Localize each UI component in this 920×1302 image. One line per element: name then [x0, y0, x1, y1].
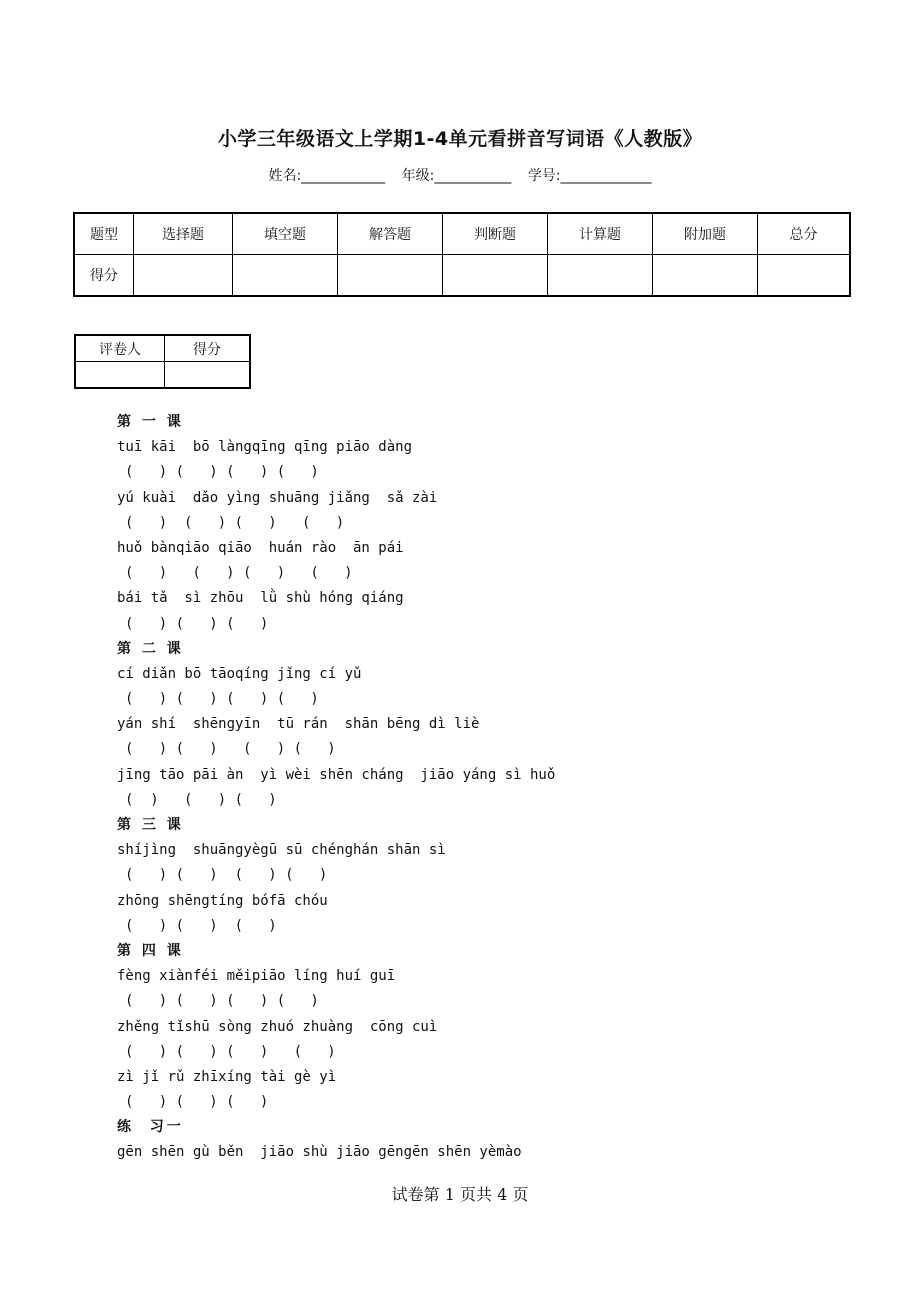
lesson-heading: 第 一 课 — [117, 414, 184, 430]
answer-blanks[interactable]: ( ) ( ) ( ) — [125, 791, 277, 808]
answer-blanks[interactable]: ( ) ( ) ( ) — [125, 917, 277, 934]
answer-blanks[interactable]: ( ) ( ) ( ) ( ) — [125, 741, 336, 758]
answer-blanks[interactable]: ( ) ( ) ( ) ( ) — [125, 514, 345, 531]
score-cell[interactable] — [338, 255, 443, 297]
score-header-cell: 选择题 — [134, 213, 233, 255]
grade-field[interactable]: 年级:___________ — [401, 168, 512, 184]
pinyin-line: zì jǐ rǔ zhīxíng tài gè yì — [117, 1068, 337, 1085]
score-cell[interactable] — [548, 255, 653, 297]
score-cell[interactable] — [758, 255, 851, 297]
student-info — [0, 165, 920, 185]
score-table — [73, 212, 851, 297]
score-header-cell: 附加题 — [653, 213, 758, 255]
score-header-cell: 总分 — [758, 213, 851, 255]
lesson-heading: 练 习一 — [117, 1119, 184, 1136]
pinyin-line: shíjìng shuāngyègū sū chénghán shān sì — [117, 842, 446, 859]
name-field[interactable]: 姓名:____________ — [268, 168, 386, 184]
grader-header-cell: 得分 — [165, 335, 251, 362]
pinyin-line: tuī kāi bō làngqīng qīng piāo dàng — [117, 439, 413, 456]
pinyin-line: zhěng tǐshū sòng zhuó zhuàng cōng cuì — [117, 1018, 438, 1035]
pinyin-line: jīng tāo pāi àn yì wèi shēn cháng jiāo yáng sì huǒ — [117, 766, 556, 783]
pinyin-line: yú kuài dǎo yìng shuāng jiǎng sǎ zài — [117, 489, 438, 506]
pinyin-line: fèng xiànféi měipiāo líng huí guī — [117, 968, 396, 985]
score-cell[interactable] — [134, 255, 233, 297]
answer-blanks[interactable]: ( ) ( ) ( ) ( ) — [125, 867, 328, 884]
answer-blanks[interactable]: ( ) ( ) ( ) ( ) — [125, 993, 319, 1010]
answer-blanks[interactable]: ( ) ( ) ( ) ( ) — [125, 1043, 336, 1060]
score-cell[interactable] — [653, 255, 758, 297]
lesson-heading: 第 四 课 — [117, 942, 184, 959]
pinyin-line: zhōng shēngtíng bófā chóu — [117, 892, 328, 909]
pinyin-line: huǒ bànqiāo qiāo huán rào ān pái — [117, 539, 404, 556]
score-row-label: 得分 — [74, 255, 134, 297]
pinyin-line: bái tǎ sì zhōu lǜ shù hóng qiáng — [117, 590, 404, 607]
pinyin-line: yán shí shēngyīn tū rán shān bēng dì liè — [117, 716, 480, 733]
score-header-cell: 题型 — [74, 213, 134, 255]
page-title: 小学三年级语文上学期1-4单元看拼音写词语《人教版》 — [217, 128, 703, 150]
score-header-cell: 判断题 — [443, 213, 548, 255]
answer-blanks[interactable]: ( ) ( ) ( ) — [125, 1094, 269, 1111]
answer-blanks[interactable]: ( ) ( ) ( ) — [125, 615, 269, 632]
grader-cell[interactable] — [75, 362, 165, 389]
score-table-row — [74, 255, 850, 297]
grader-table-header-row — [75, 335, 250, 362]
lesson-heading: 第 三 课 — [117, 817, 184, 833]
score-header-cell: 填空题 — [233, 213, 338, 255]
answer-blanks[interactable]: ( ) ( ) ( ) ( ) — [125, 691, 319, 708]
answer-blanks[interactable]: ( ) ( ) ( ) ( ) — [125, 565, 353, 582]
grader-table — [74, 334, 251, 389]
grader-cell[interactable] — [165, 362, 251, 389]
exercise-content — [117, 410, 877, 1166]
pinyin-line: gēn shēn gù běn jiāo shù jiāo gēngēn shēn yèmào — [117, 1144, 522, 1161]
grader-header-cell: 评卷人 — [75, 335, 165, 362]
student-id-field[interactable]: 学号:_____________ — [527, 168, 652, 184]
score-cell[interactable] — [443, 255, 548, 297]
lesson-heading: 第 二 课 — [117, 640, 184, 657]
score-table-header-row — [74, 213, 850, 255]
score-header-cell: 解答题 — [338, 213, 443, 255]
page-footer: 试卷第 1 页共 4 页 — [391, 1185, 529, 1204]
score-header-cell: 计算题 — [548, 213, 653, 255]
score-cell[interactable] — [233, 255, 338, 297]
answer-blanks[interactable]: ( ) ( ) ( ) ( ) — [125, 464, 319, 481]
pinyin-line: cí diǎn bō tāoqíng jǐng cí yǔ — [117, 665, 362, 682]
grader-table-row — [75, 362, 250, 389]
